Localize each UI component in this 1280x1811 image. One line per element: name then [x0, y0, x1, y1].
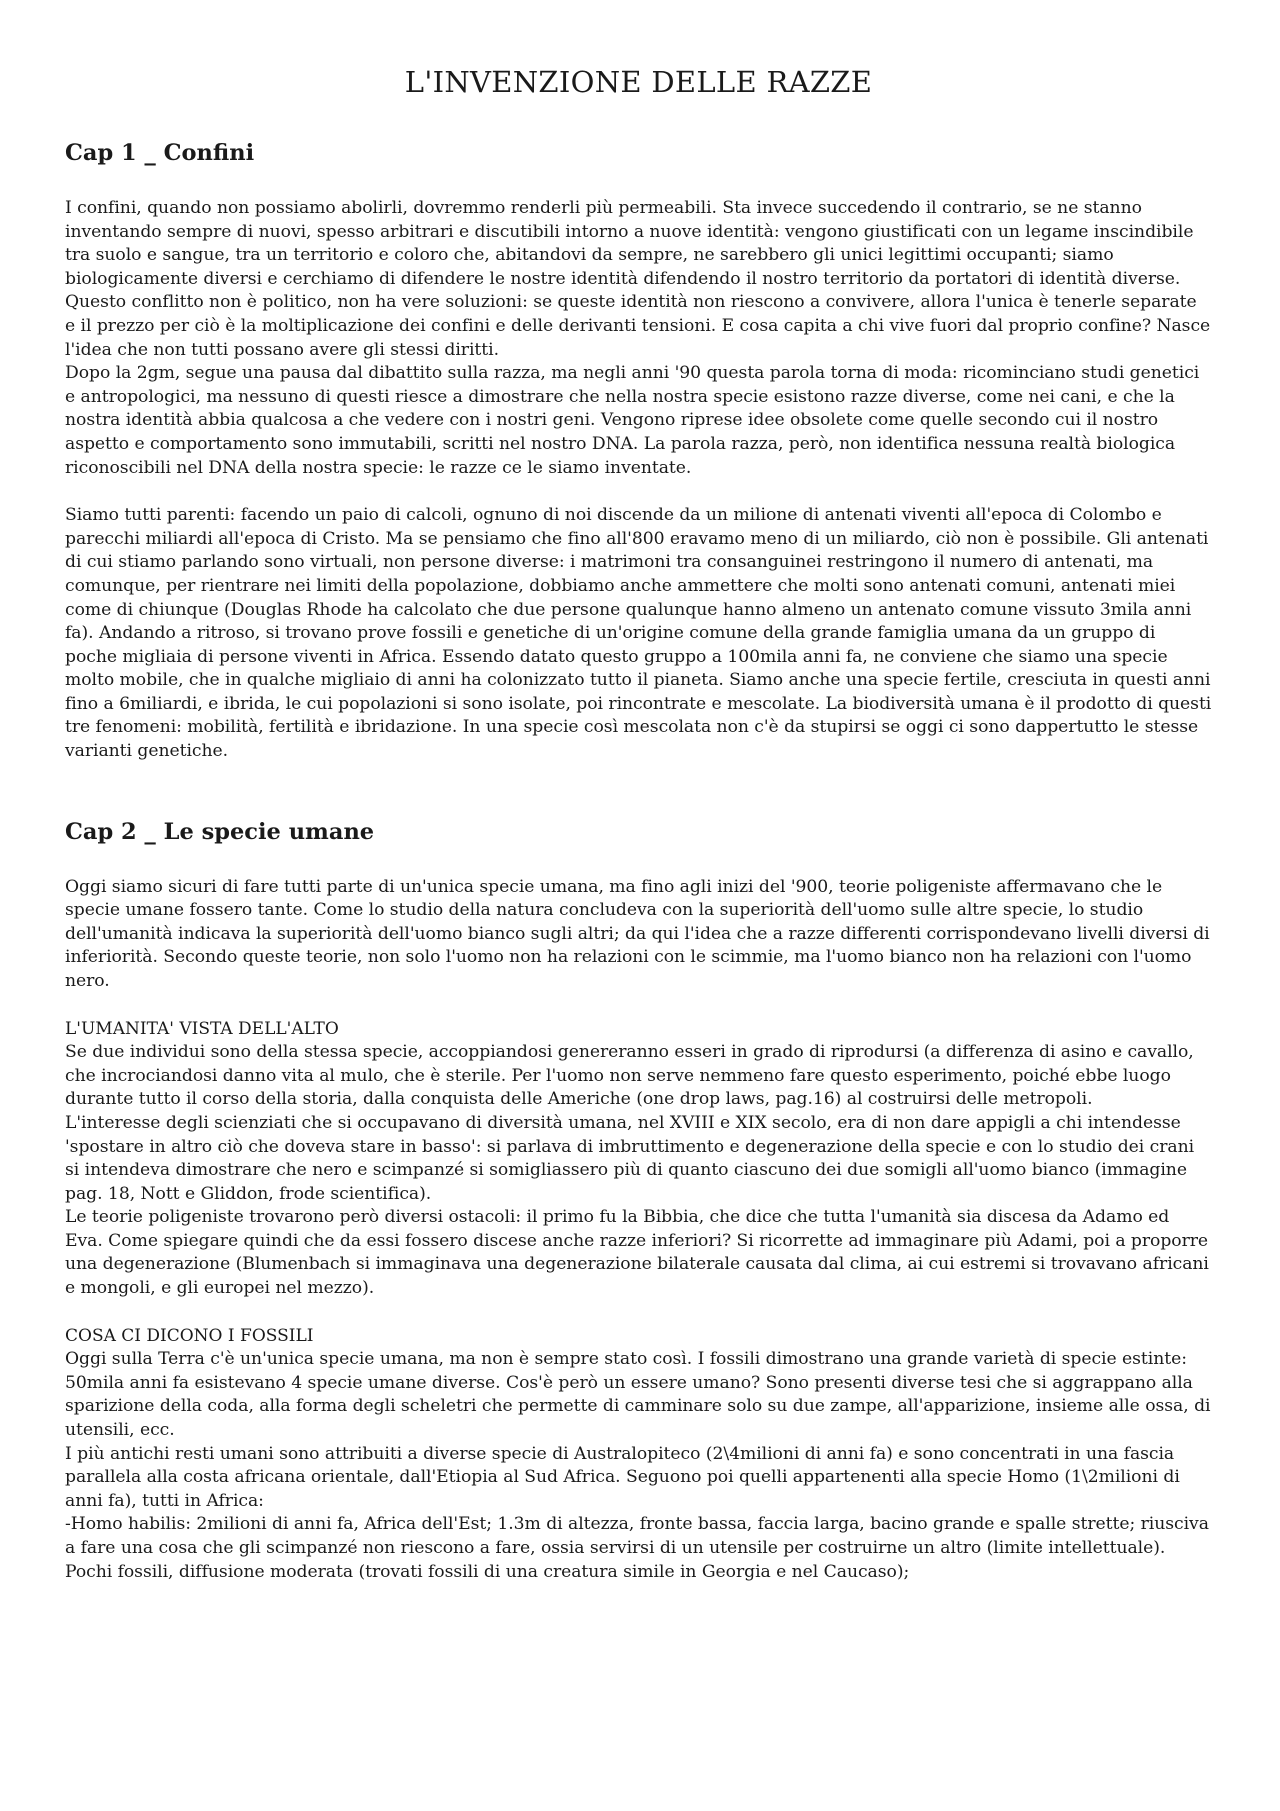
spacer [65, 173, 1212, 197]
chapter-1-paragraph-3: Siamo tutti parenti: facendo un paio di calcoli, ognuno di noi discende da un milione di antenati viventi all'epoca di Colombo e parecchi miliardi all'epoca di Cristo. Ma se pensiamo che fino all'800 eravamo meno di un miliardo, ciò non è possibile. Gli antenati di cui stiamo parlando sono virtuali, non persone diverse: i matrimoni tra consanguinei restringono il numero di antenati, ma comunque, per rientrare nei limiti della popolazione, dobbiamo anche ammettere che molti sono antenati comuni, antenati miei come di chiunque (Douglas Rhode ha calcolato che due persone qualunque hanno almeno un antenato comune vissuto 3mila anni fa). Andando a ritroso, si trovano prove fossili e genetiche di un'origine comune della grande famiglia umana da un gruppo di poche migliaia di persone viventi in Africa. Essendo datato questo gruppo a 100mila anni fa, ne conviene che siamo una specie molto mobile, che in qualche migliaio di anni ha colonizzato tutto il pianeta. Siamo anche una specie fertile, cresciuta in questi anni fino a 6miliardi, e ibrida, le cui popolazioni si sono isolate, poi rincontrate e mescolate. La biodiversità umana è il prodotto di questi tre fenomeni: mobilità, fertilità e ibridazione. In una specie così mescolata non c'è da stupirsi se oggi ci sono dappertutto le stesse varianti genetiche. [65, 505, 1212, 762]
section-fossili-paragraph-1: Oggi sulla Terra c'è un'unica specie umana, ma non è sempre stato così. I fossili dimostrano una grande varietà di specie estinte: 50mila anni fa esistevano 4 specie umane diverse. Cos'è però un essere umano? Sono presenti diverse tesi che si aggrappano alla sparizione della coda, alla forma degli scheletri che permette di camminare solo su due zampe, all'apparizione, insieme alle ossa, di utensili, ecc. [65, 1349, 1211, 1440]
section-heading-umanita: L'UMANITA' VISTA DELL'ALTO [65, 1018, 339, 1039]
section-umanita-paragraph-2: L'interesse degli scienziati che si occupavano di diversità umana, nel XVIII e XIX secolo, era di non dare appigli a chi intendesse 'spostare in altro ciò che doveva stare in basso': si parlava di imbruttimento e degenerazione della specie e con lo studio dei crani si intendeva dimostrare che nero e scimpanzé si somigliassero più di quanto ciascuno dei due somigli all'uomo bianco (immagine pag. 18, Nott e Gliddon, frode scientifica). [65, 1112, 1195, 1204]
spacer [65, 480, 1212, 504]
spacer [65, 1301, 1212, 1325]
section-umanita-paragraph-1: Se due individui sono della stessa specie, accoppiandosi genereranno esseri in grado di riprodursi (a differenza di asino e cavallo, che incrociandosi danno vita al mulo, che è sterile. Per l'uomo non serve nemmeno fare questo esperimento, poiché ebbe luogo durante tutto il corso della storia, dalla conquista delle Americhe (one drop laws, pag.16) al costruirsi delle metropoli. [65, 1042, 1194, 1110]
chapter-1-paragraph-2: Dopo la 2gm, segue una pausa dal dibattito sulla razza, ma negli anni '90 questa parola torna di moda: ricominciano studi genetici e antropologici, ma nessuno di questi riesce a dimostrare che nella nostra specie esistono razze diverse, come nei cani, e che la nostra identità abbia qualcosa a che vedere con i nostri geni. Vengono riprese idee obsolete come quelle secondo cui il nostro aspetto e comportamento sono immutabili, scritti nel nostro DNA. La parola razza, però, non identifica nessuna realtà biologica riconoscibili nel DNA della nostra specie: le razze ce le siamo inventate. [65, 363, 1200, 478]
section-fossili-paragraph-3: -Homo habilis: 2milioni di anni fa, Africa dell'Est; 1.3m di altezza, fronte bassa, faccia larga, bacino grande e spalle strette; riusciva a fare una cosa che gli scimpanzé non riescono a fare, ossia servirsi di un utensile per costruirne un altro (limite intellettuale). Pochi fossili, diffusione moderata (trovati fossili di una creatura simile in Georgia e nel Caucaso); [65, 1514, 1209, 1582]
section-heading-fossili: COSA CI DICONO I FOSSILI [65, 1325, 314, 1346]
spacer [65, 994, 1212, 1018]
section-umanita-paragraph-3: Le teorie poligeniste trovarono però diversi ostacoli: il primo fu la Bibbia, che dice che tutta l'umanità sia discesa da Adamo ed Eva. Come spiegare quindi che da essi fossero discese anche razze inferiori? Si ricorrette ad immaginare più Adami, poi a proporre una degenerazione (Blumenbach si immaginava una degenerazione bilaterale causata dal clima, ai cui estremi si trovavano africani e mongoli, e gli europei nel mezzo). [65, 1207, 1209, 1299]
document-title: L'INVENZIONE DELLE RAZZE [404, 65, 873, 99]
chapter-2-intro: Oggi siamo sicuri di fare tutti parte di un'unica specie umana, ma fino agli inizi del '900, teorie poligeniste affermavano che le specie umane fossero tante. Come lo studio della natura concludeva con la superiorità dell'uomo sulle altre specie, lo studio dell'umanità indicava la superiorità dell'uomo bianco sugli altri; da qui l'idea che a razze differenti corrispondevano livelli diversi di inferiorità. Secondo queste teorie, non solo l'uomo non ha relazioni con le scimmie, ma l'uomo bianco non ha relazioni con l'uomo nero. [65, 876, 1210, 992]
chapter-1-heading: Cap 1 _ Confini [65, 140, 255, 166]
spacer [65, 852, 1212, 876]
chapter-1-paragraph-1: I confini, quando non possiamo abolirli, dovremmo renderli più permeabili. Sta invece succedendo il contrario, se ne stanno inventando sempre di nuovi, spesso arbitrari e discutibili intorno a nuove identità: vengono giustificati con un legame inscindibile tra suolo e sangue, tra un territorio e coloro che, abitandovi da sempre, ne sarebbero gli unici legittimi occupanti; siamo biologicamente diversi e cerchiamo di difendere le nostre identità difendendo il nostro territorio da portatori di identità diverse. Questo conflitto non è politico, non ha vere soluzioni: se queste identità non riescono a convivere, allora l'unica è tenerle separate e il prezzo per ciò è la moltiplicazione dei confini e delle derivanti tensioni. E cosa capita a chi vive fuori dal proprio confine? Nasce l'idea che non tutti possano avere gli stessi diritti. [65, 198, 1211, 360]
chapter-2-heading: Cap 2 _ Le specie umane [65, 818, 375, 845]
section-fossili-paragraph-2: I più antichi resti umani sono attribuiti a diverse specie di Australopiteco (2\4milioni di anni fa) e sono concentrati in una fascia parallela alla costa africana orientale, dall'Etiopia al Sud Africa. Seguono poi quelli appartenenti alla specie Homo (1\2milioni di anni fa), tutti in Africa: [65, 1443, 1180, 1511]
spacer [65, 764, 1212, 812]
